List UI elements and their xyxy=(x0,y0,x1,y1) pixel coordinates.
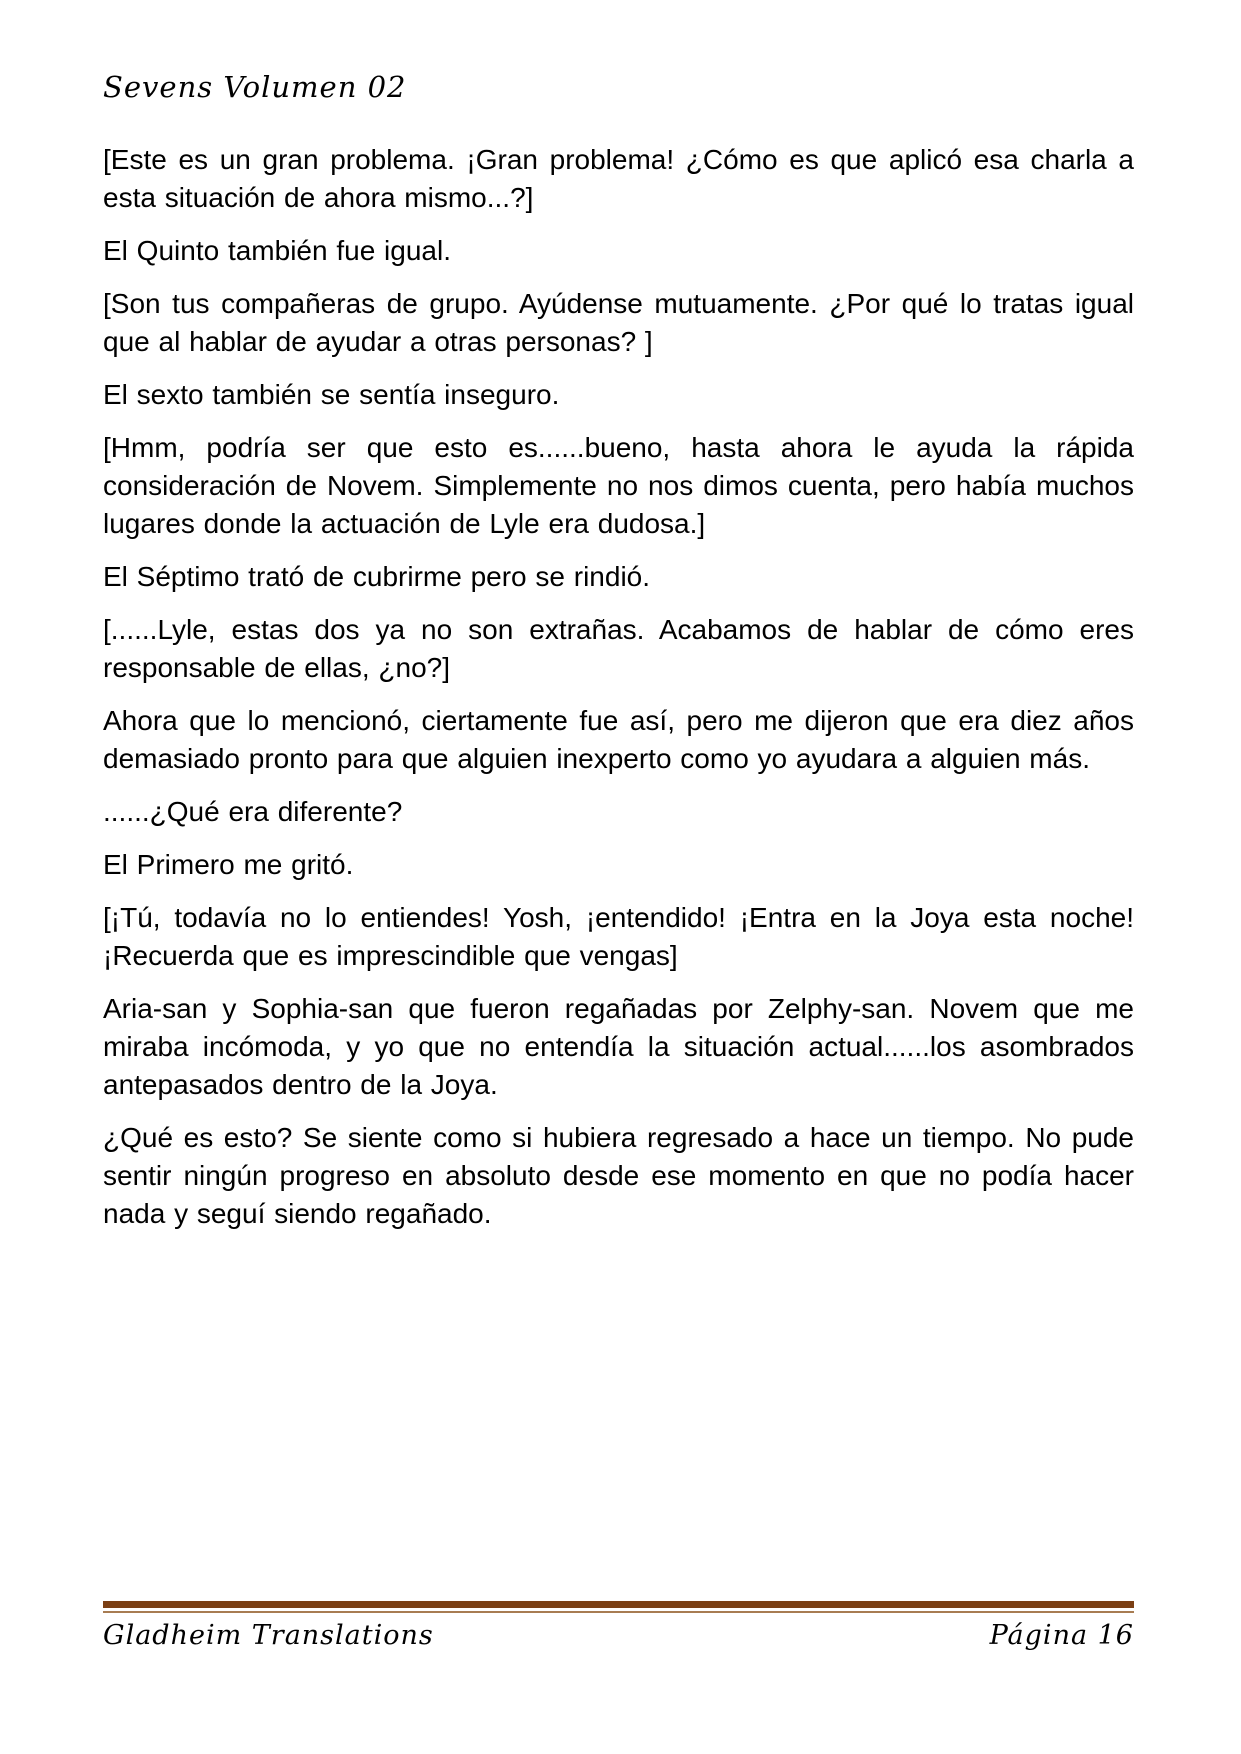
paragraph: Ahora que lo mencionó, ciertamente fue así, pero me dijeron que era diez años demasiado pronto para que alguien inexperto como yo ayudara a alguien más. xyxy=(103,705,1134,774)
footer-divider-thin-line xyxy=(103,1611,1134,1613)
page-footer xyxy=(103,1620,1134,1651)
footer-divider-thick-line xyxy=(103,1601,1134,1608)
paragraph: [¡Tú, todavía no lo entiendes! Yosh, ¡entendido! ¡Entra en la Joya esta noche! ¡Recuerda que es imprescindible que vengas] xyxy=(103,902,1134,971)
footer-page-number: Página 16 xyxy=(989,1620,1134,1651)
paragraph: El Séptimo trató de cubrirme pero se rindió. xyxy=(103,561,651,592)
header-title: Sevens Volumen 02 xyxy=(103,70,407,104)
footer-translator-credit: Gladheim Translations xyxy=(103,1620,434,1651)
paragraph: [Son tus compañeras de grupo. Ayúdense mutuamente. ¿Por qué lo tratas igual que al hablar de ayudar a otras personas? ] xyxy=(103,288,1134,357)
paragraph: ¿Qué es esto? Se siente como si hubiera regresado a hace un tiempo. No pude sentir ningún progreso en absoluto desde ese momento en que no podía hacer nada y seguí siendo regañado. xyxy=(103,1122,1134,1229)
paragraph: El sexto también se sentía inseguro. xyxy=(103,379,560,410)
paragraph: ......¿Qué era diferente? xyxy=(103,796,403,827)
paragraph: [Este es un gran problema. ¡Gran problema! ¿Cómo es que aplicó esa charla a esta situación de ahora mismo...?] xyxy=(103,144,1134,213)
paragraph: El Quinto también fue igual. xyxy=(103,235,451,266)
paragraph: [Hmm, podría ser que esto es......bueno, hasta ahora le ayuda la rápida consideración de Novem. Simplemente no nos dimos cuenta, pero había muchos lugares donde la actuación de Lyle era dudosa.] xyxy=(103,432,1134,539)
page-header xyxy=(103,70,1134,104)
paragraph: [......Lyle, estas dos ya no son extrañas. Acabamos de hablar de cómo eres responsable de ellas, ¿no?] xyxy=(103,614,1134,683)
body-paragraphs xyxy=(103,141,1134,1248)
footer-divider xyxy=(103,1601,1134,1613)
paragraph: El Primero me gritó. xyxy=(103,849,354,880)
paragraph: Aria-san y Sophia-san que fueron regañadas por Zelphy-san. Novem que me miraba incómoda, y yo que no entendía la situación actual......los asombrados antepasados dentro de la Joya. xyxy=(103,993,1134,1100)
